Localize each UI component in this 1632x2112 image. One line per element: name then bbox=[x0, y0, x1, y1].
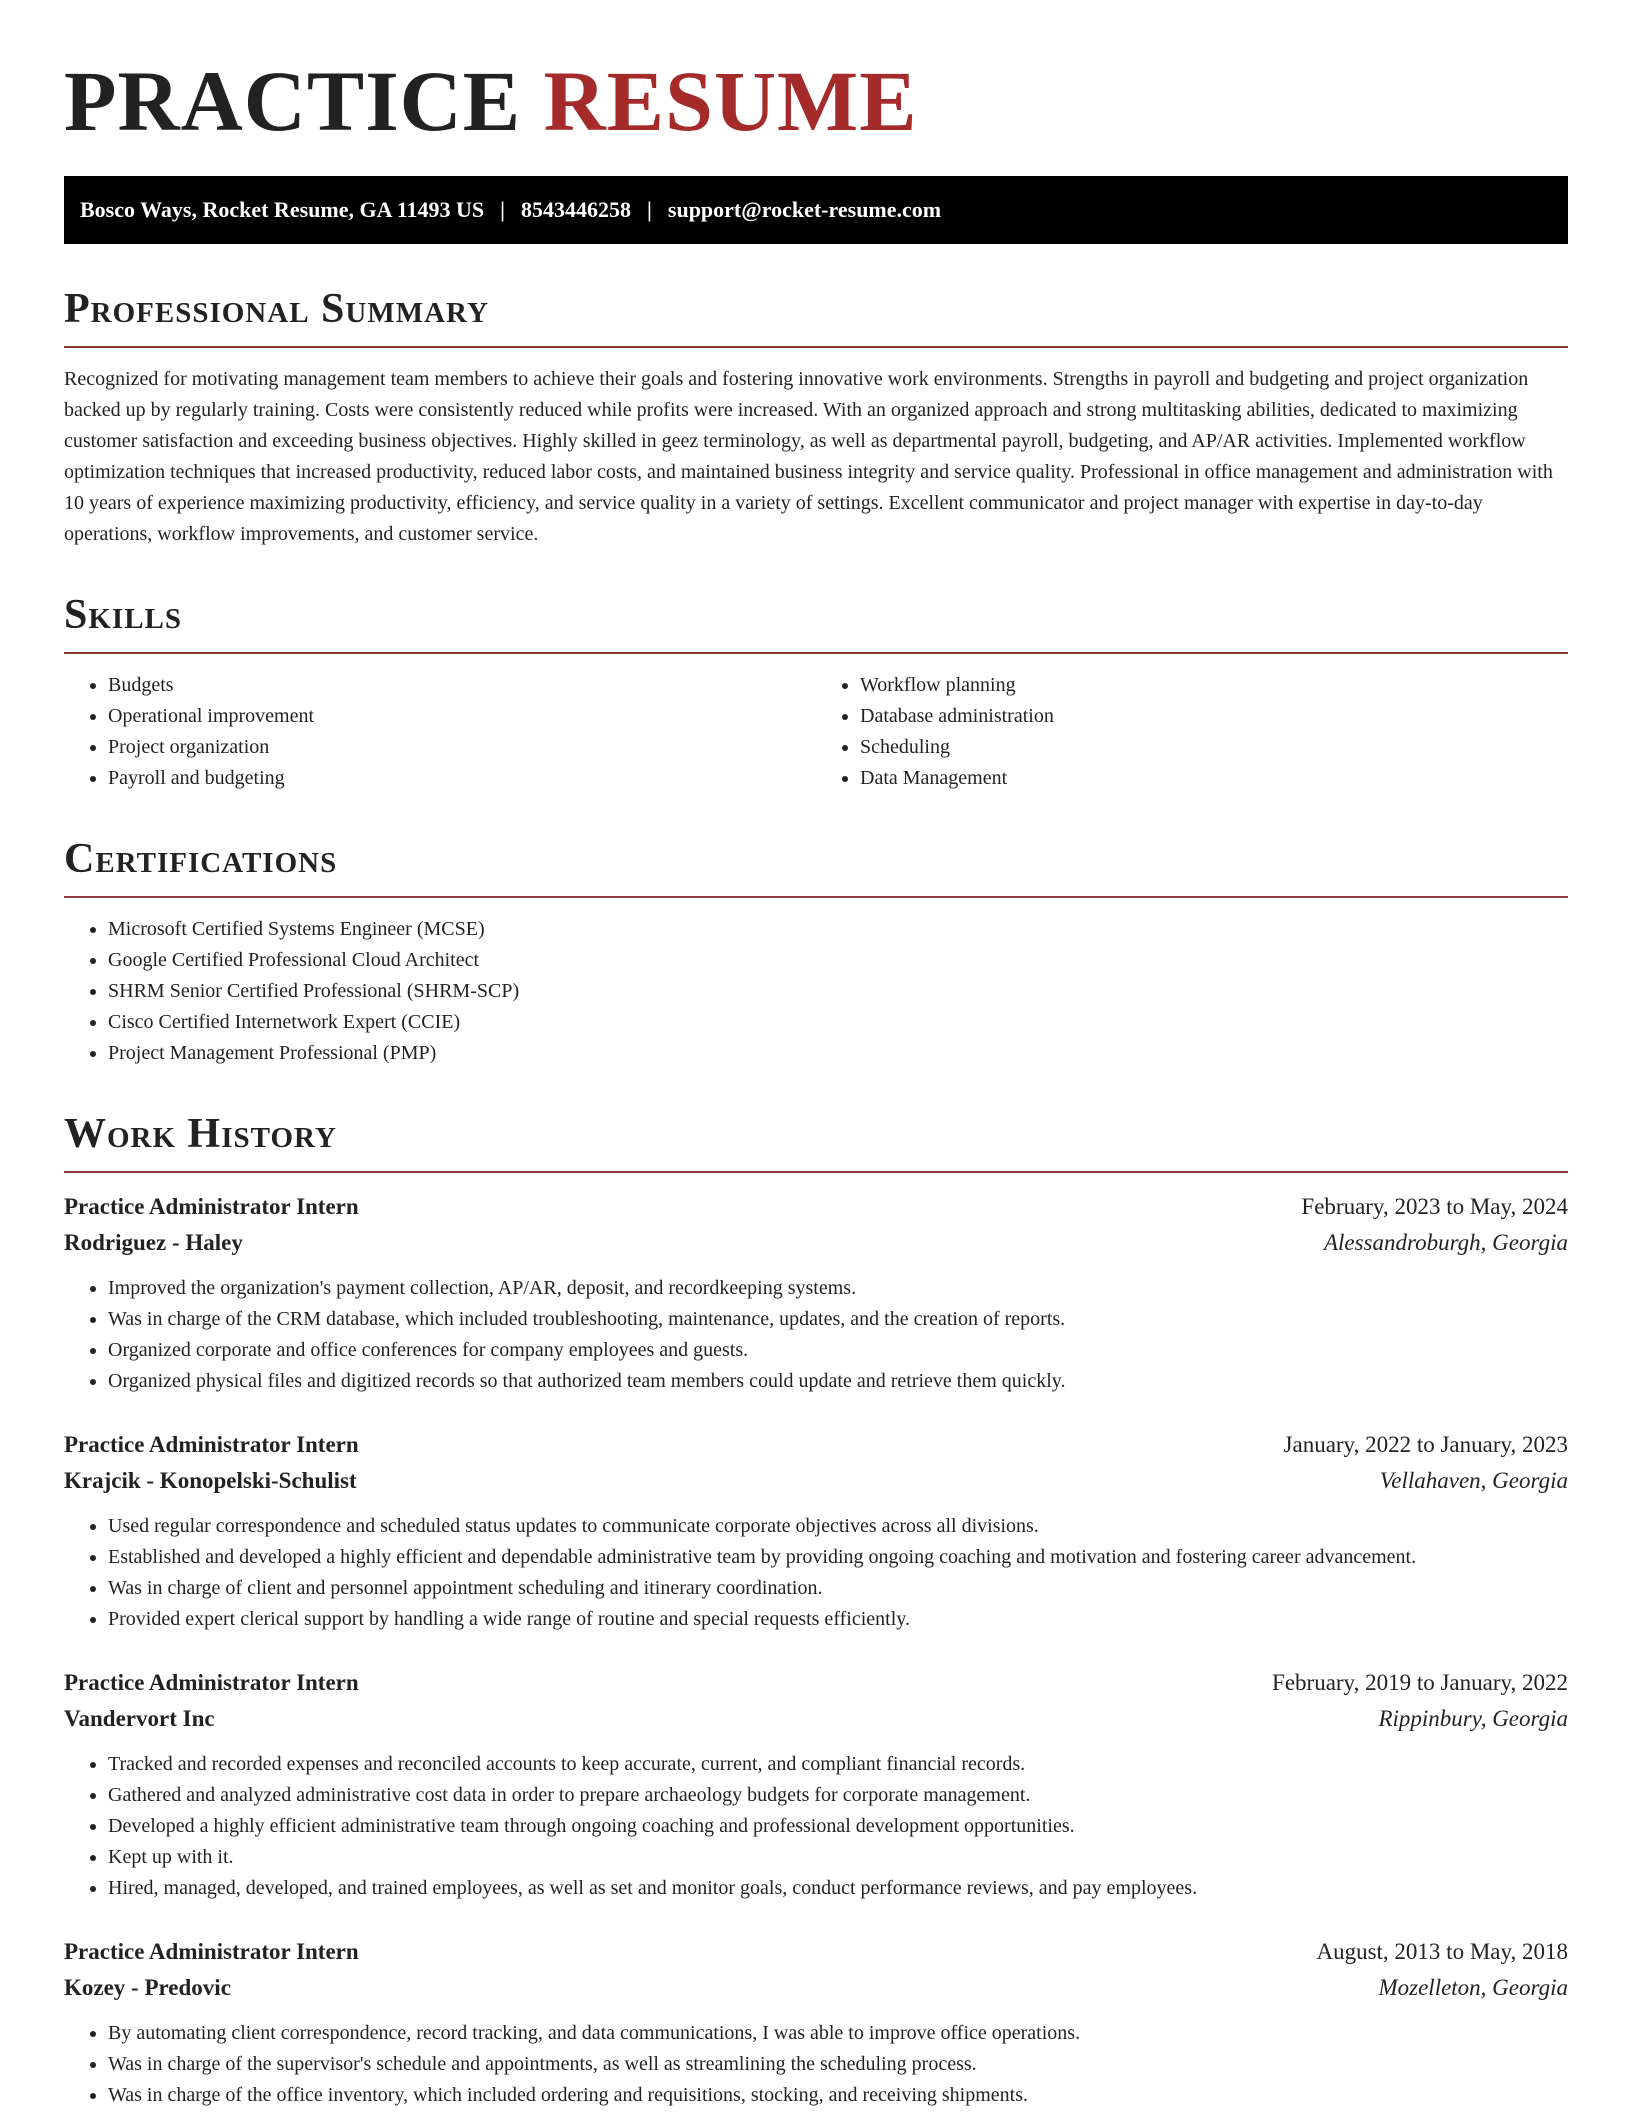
job-location: Rippinbury, Georgia bbox=[1378, 1706, 1568, 1731]
contact-address: Bosco Ways, Rocket Resume, GA 11493 US bbox=[80, 197, 485, 222]
certification-item: • Google Certified Professional Cloud Architect bbox=[108, 945, 1568, 976]
certifications-list bbox=[64, 914, 1568, 1069]
certification-item: • Project Management Professional (PMP) bbox=[108, 1038, 1568, 1069]
job-company: Vandervort Inc bbox=[64, 1706, 215, 1731]
job-list bbox=[64, 1189, 1568, 2111]
job-location: Vellahaven, Georgia bbox=[1379, 1468, 1568, 1493]
skill-item: • Database administration bbox=[860, 701, 1568, 732]
job-duty-item: • Was in charge of client and personnel appointment scheduling and itinerary coordination. bbox=[108, 1573, 1568, 1604]
job-subheader-row bbox=[64, 1970, 1568, 2006]
certifications-section bbox=[64, 836, 1568, 1069]
job-duty-item: • Tracked and recorded expenses and reconciled accounts to keep accurate, current, and compliant financial records. bbox=[108, 1749, 1568, 1780]
job-company: Rodriguez - Haley bbox=[64, 1230, 243, 1255]
job-duty-item: • Was in charge of the supervisor's schedule and appointments, as well as streamlining the scheduling process. bbox=[108, 2049, 1568, 2080]
skills-list-left bbox=[64, 670, 816, 794]
contact-email: support@rocket-resume.com bbox=[667, 197, 942, 222]
job-subheader-row bbox=[64, 1225, 1568, 1261]
summary-text: Recognized for motivating management team members to achieve their goals and fostering innovative work environments. Strengths in payroll and budgeting and project organization backed up by regularly training. Costs were consistently reduced while profits were increased. With an organized approach and strong multitasking abilities, dedicated to maximizing customer satisfaction and exceeding business objectives. Highly skilled in geez terminology, as well as departmental payroll, budgeting, and AP/AR activities. Implemented workflow optimization techniques that increased productivity, reduced labor costs, and maintained business integrity and service quality. Professional in office management and administration with 10 years of experience maximizing productivity, efficiency, and service quality in a variety of settings. Excellent communicator and project manager with expertise in day-to-day operations, workflow improvements, and customer service. bbox=[64, 368, 1553, 545]
section-divider bbox=[64, 652, 1568, 654]
job-dates: January, 2022 to January, 2023 bbox=[1283, 1432, 1568, 1457]
job-duty-item: • Used regular correspondence and scheduled status updates to communicate corporate objectives across all divisions. bbox=[108, 1511, 1568, 1542]
job-entry bbox=[64, 1427, 1568, 1635]
skill-item: • Payroll and budgeting bbox=[108, 763, 816, 794]
skill-item: • Budgets bbox=[108, 670, 816, 701]
certification-item: • SHRM Senior Certified Professional (SHRM-SCP) bbox=[108, 976, 1568, 1007]
skills-grid bbox=[64, 670, 1568, 794]
job-title: Practice Administrator Intern bbox=[64, 1939, 359, 1964]
job-header-row bbox=[64, 1934, 1568, 1970]
job-duty-item: • By automating client correspondence, record tracking, and data communications, I was able to improve office operations. bbox=[108, 2018, 1568, 2049]
job-duty-item: • Organized physical files and digitized records so that authorized team members could update and retrieve them quickly. bbox=[108, 1366, 1568, 1397]
skill-item: • Workflow planning bbox=[860, 670, 1568, 701]
job-header-row bbox=[64, 1427, 1568, 1463]
certification-item: • Microsoft Certified Systems Engineer (MCSE) bbox=[108, 914, 1568, 945]
job-subheader-row bbox=[64, 1463, 1568, 1499]
skill-item: • Project organization bbox=[108, 732, 816, 763]
job-duty-item: • Developed a highly efficient administrative team through ongoing coaching and professional development opportunities. bbox=[108, 1811, 1568, 1842]
job-duty-item: • Gathered and analyzed administrative cost data in order to prepare archaeology budgets for corporate management. bbox=[108, 1780, 1568, 1811]
job-duties-list bbox=[64, 1749, 1568, 1904]
contact-separator: | bbox=[500, 197, 506, 222]
job-duty-item: • Was in charge of the office inventory, which included ordering and requisitions, stocking, and receiving shipments. bbox=[108, 2080, 1568, 2111]
resume-name bbox=[64, 0, 1568, 176]
job-duties-list bbox=[64, 2018, 1568, 2111]
job-title: Practice Administrator Intern bbox=[64, 1194, 359, 1219]
job-dates: August, 2013 to May, 2018 bbox=[1316, 1939, 1568, 1964]
job-company: Krajcik - Konopelski-Schulist bbox=[64, 1468, 357, 1493]
skill-item: • Scheduling bbox=[860, 732, 1568, 763]
skills-heading: Skills bbox=[64, 592, 183, 638]
job-header-row bbox=[64, 1665, 1568, 1701]
skills-list-right bbox=[816, 670, 1568, 794]
last-name: RESUME bbox=[543, 53, 918, 149]
job-duty-item: • Provided expert clerical support by handling a wide range of routine and special requests efficiently. bbox=[108, 1604, 1568, 1635]
summary-heading: Professional Summary bbox=[64, 286, 489, 332]
contact-separator: | bbox=[647, 197, 652, 222]
job-duty-item: • Established and developed a highly efficient and dependable administrative team by providing ongoing coaching and motivation and fostering career advancement. bbox=[108, 1542, 1568, 1573]
section-divider bbox=[64, 896, 1568, 898]
job-title: Practice Administrator Intern bbox=[64, 1670, 359, 1695]
job-dates: February, 2019 to January, 2022 bbox=[1272, 1670, 1568, 1695]
job-location: Alessandroburgh, Georgia bbox=[1323, 1230, 1568, 1255]
job-duties-list bbox=[64, 1511, 1568, 1635]
job-location: Mozelleton, Georgia bbox=[1378, 1975, 1568, 2000]
job-company: Kozey - Predovic bbox=[64, 1975, 231, 2000]
work-history-heading: Work History bbox=[64, 1111, 337, 1157]
job-duty-item: • Kept up with it. bbox=[108, 1842, 1568, 1873]
job-subheader-row bbox=[64, 1701, 1568, 1737]
job-duty-item: • Improved the organization's payment collection, AP/AR, deposit, and recordkeeping systems. bbox=[108, 1273, 1568, 1304]
skill-item: • Data Management bbox=[860, 763, 1568, 794]
section-divider bbox=[64, 1171, 1568, 1173]
certifications-heading: Certifications bbox=[64, 836, 338, 882]
section-divider bbox=[64, 346, 1568, 348]
job-entry bbox=[64, 1934, 1568, 2111]
skills-section bbox=[64, 592, 1568, 794]
contact-bar bbox=[64, 176, 1568, 244]
skill-item: • Operational improvement bbox=[108, 701, 816, 732]
job-duties-list bbox=[64, 1273, 1568, 1397]
first-name: PRACTICE bbox=[64, 53, 522, 149]
job-duty-item: • Organized corporate and office conferences for company employees and guests. bbox=[108, 1335, 1568, 1366]
job-header-row bbox=[64, 1189, 1568, 1225]
certification-item: • Cisco Certified Internetwork Expert (CCIE) bbox=[108, 1007, 1568, 1038]
job-dates: February, 2023 to May, 2024 bbox=[1301, 1194, 1568, 1219]
job-entry bbox=[64, 1189, 1568, 1397]
job-duty-item: • Hired, managed, developed, and trained employees, as well as set and monitor goals, conduct performance reviews, and pay employees. bbox=[108, 1873, 1568, 1904]
work-history-section bbox=[64, 1111, 1568, 2111]
job-duty-item: • Was in charge of the CRM database, which included troubleshooting, maintenance, updates, and the creation of reports. bbox=[108, 1304, 1568, 1335]
summary-section bbox=[64, 286, 1568, 550]
job-entry bbox=[64, 1665, 1568, 1904]
contact-phone: 8543446258 bbox=[521, 197, 632, 222]
job-title: Practice Administrator Intern bbox=[64, 1432, 359, 1457]
